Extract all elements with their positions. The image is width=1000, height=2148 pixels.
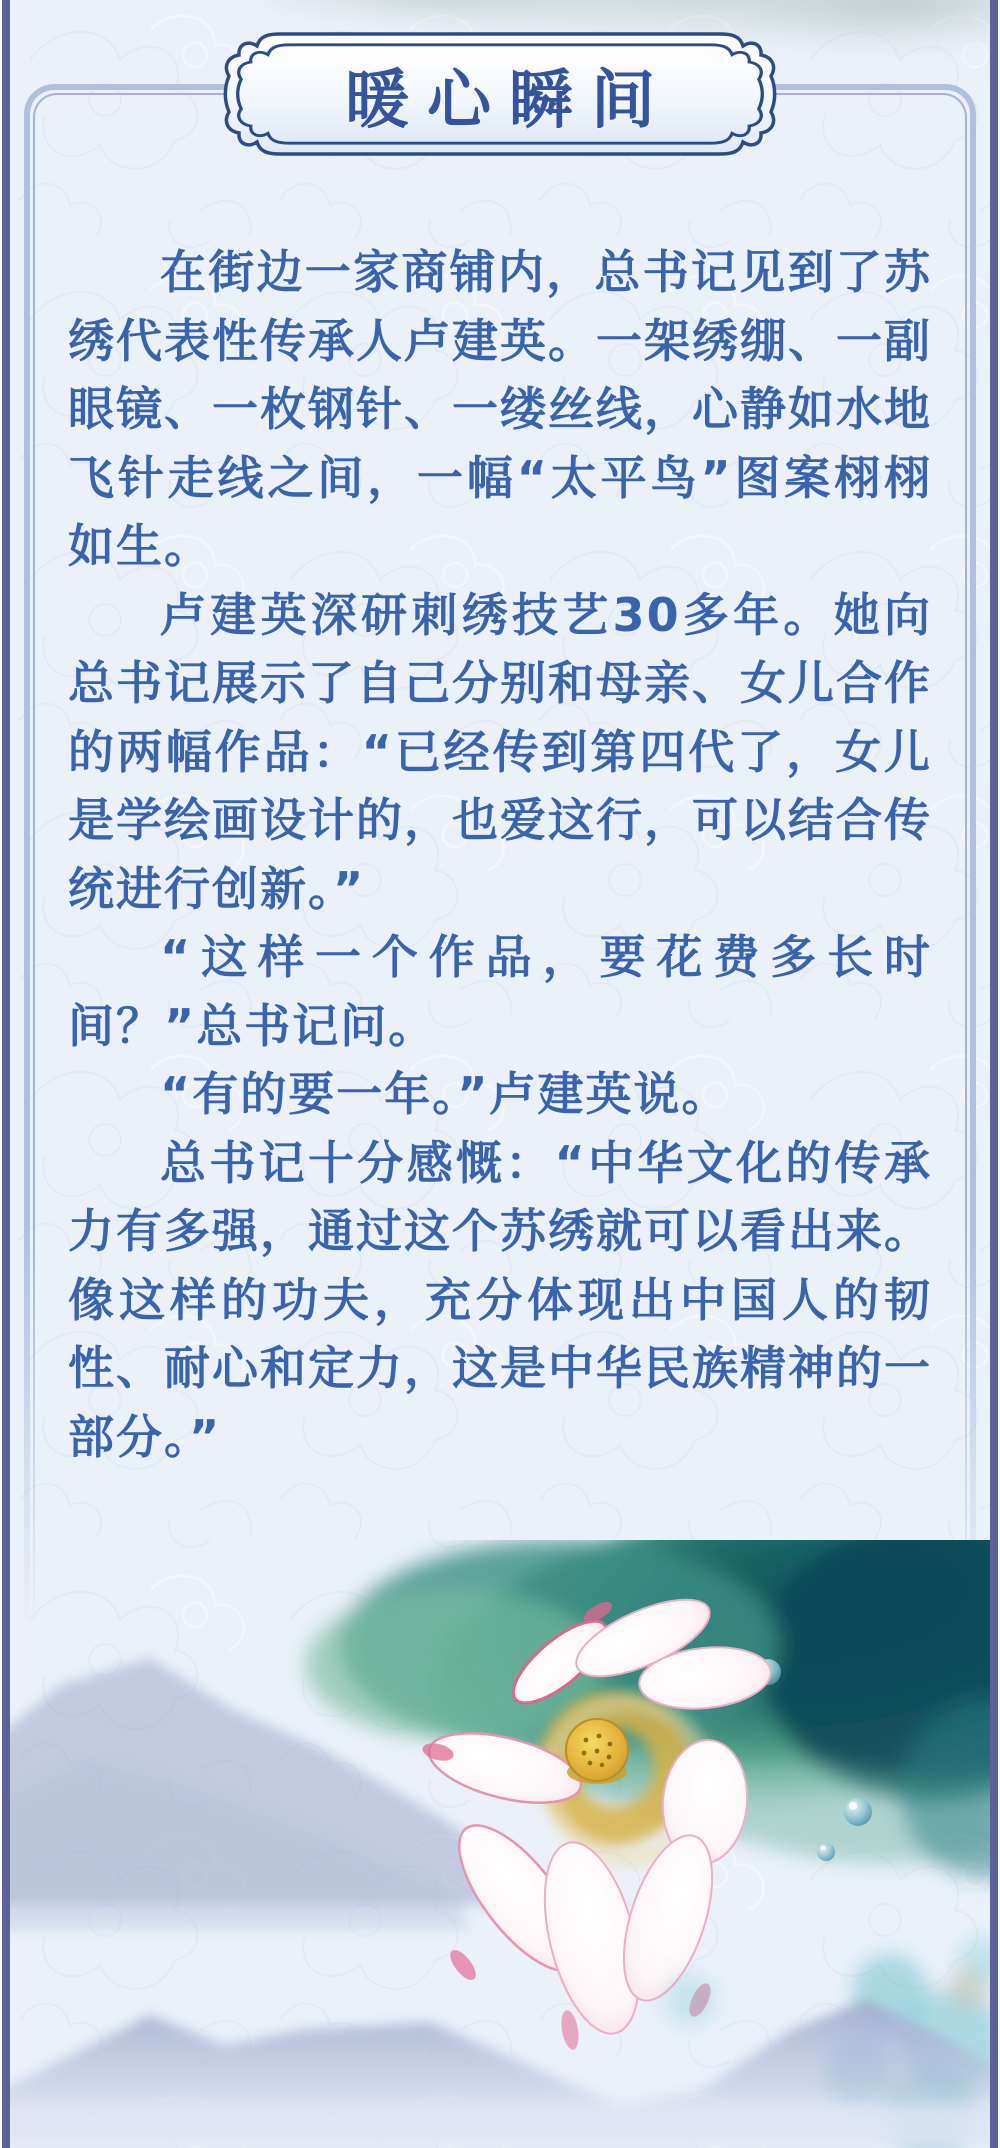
lotus-seedpod (566, 1719, 628, 1784)
page-title: 暖心瞬间 (345, 64, 673, 138)
left-edge-strip (0, 0, 10, 2148)
mist-mountains-bottom (0, 2000, 1000, 2148)
article-paragraph: 卢建英深研刺绣技艺30多年。她向总书记展示了自己分别和母亲、女儿合作的两幅作品：“已经传到第四代了，女儿是学绘画设计的，也爱这行，可以结合传统进行创新。” (68, 587, 932, 916)
lotus-illustration (0, 1540, 1000, 2148)
article-paragraph: “这样一个作品，要花费多长时间？”总书记问。 (68, 930, 932, 1053)
article-paragraph: “有的要一年。”卢建英说。 (160, 1067, 730, 1121)
title-plaque (170, 26, 830, 164)
article-body (68, 238, 932, 1471)
article-paragraph: 总书记十分感慨：“中华文化的传承力有多强，通过这个苏绣就可以看出来。像这样的功夫，充分体现出中国人的韧性、耐心和定力，这是中华民族精神的一部分。” (68, 1135, 932, 1464)
article-paragraph: 在街边一家商铺内，总书记见到了苏绣代表性传承人卢建英。一架绣绷、一副眼镜、一枚钢针、一缕丝线，心静如水地飞针走线之间，一幅“太平鸟”图案栩栩如生。 (68, 245, 932, 573)
right-edge-strip (990, 0, 1000, 2148)
